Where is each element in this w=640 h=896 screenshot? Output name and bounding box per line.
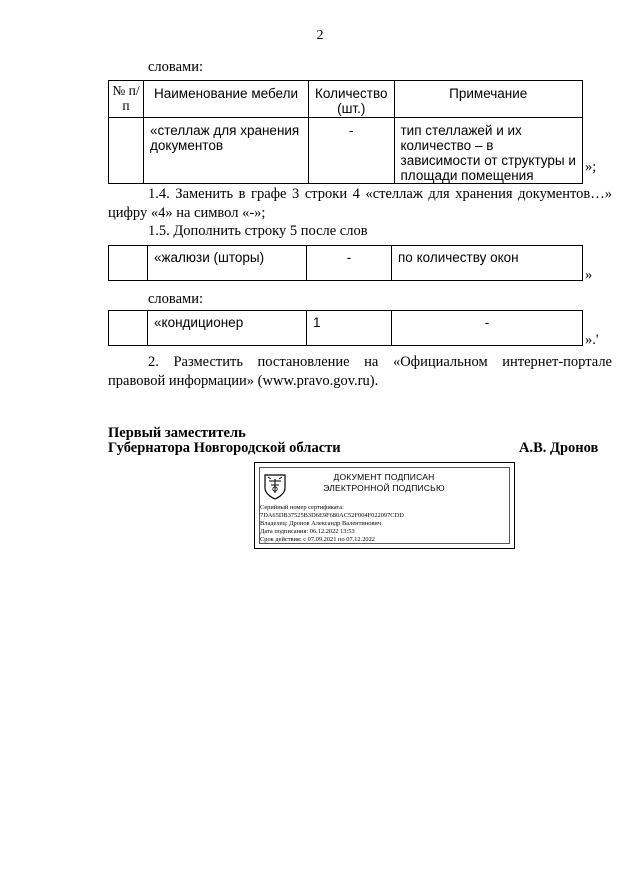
- electronic-signature-stamp: [254, 462, 515, 549]
- stamp-title-line-2: ЭЛЕКТРОННОЙ ПОДПИСЬЮ: [323, 483, 445, 493]
- stamp-title-line-1: ДОКУМЕНТ ПОДПИСАН: [333, 472, 435, 482]
- stamp-validity: Срок действия: с 07.09.2021 по 07.12.2022: [260, 536, 376, 543]
- header-qty: Количество (шт.): [309, 81, 395, 118]
- table-row: [109, 118, 583, 184]
- table-header-row: [109, 81, 583, 118]
- cell-note: -: [392, 311, 583, 346]
- header-name: Наименование мебели: [144, 81, 309, 118]
- signer-position-line-1: Первый заместитель: [108, 425, 246, 441]
- stamp-sign-date: Дата подписания: 06.12.2022 13:53: [260, 528, 355, 535]
- cell-note: по количеству окон: [392, 246, 583, 281]
- cell-num: [109, 118, 144, 184]
- paragraph-1-4: 1.4. Заменить в графе 3 строки 4 «стеллаж для хранения документов…» цифру «4» на символ «-»;: [108, 186, 612, 221]
- table-row: [109, 246, 583, 281]
- stamp-cert-number: 7DA65DB37525B3D6E9F680AC52F004F022097CDD: [260, 512, 404, 519]
- coat-of-arms-icon: [263, 473, 287, 501]
- slovami-label-2: словами:: [148, 291, 203, 307]
- header-num: № п/п: [109, 81, 144, 118]
- page-number: 2: [316, 28, 324, 43]
- furniture-table-2: [108, 245, 583, 281]
- cell-qty: 1: [307, 311, 392, 346]
- paragraph-1-5: 1.5. Дополнить строку 5 после слов: [148, 223, 368, 239]
- furniture-table-3: [108, 310, 583, 346]
- signer-name: А.В. Дронов: [519, 440, 599, 456]
- cell-num: [109, 246, 148, 281]
- table-row: [109, 311, 583, 346]
- header-note: Примечание: [394, 81, 583, 118]
- cell-name: «кондиционер: [148, 311, 307, 346]
- table2-closing-quote: »: [585, 267, 593, 283]
- furniture-table-1: [108, 80, 583, 184]
- cell-note: тип стеллажей и их количество – в зависимости от структуры и площади помещения: [394, 118, 583, 184]
- slovami-label-1: словами:: [148, 59, 203, 75]
- stamp-owner: Владелец: Дронов Александр Валентинович: [260, 520, 382, 527]
- cell-qty: -: [309, 118, 395, 184]
- cell-name: «стеллаж для хранения документов: [144, 118, 309, 184]
- paragraph-2: 2. Разместить постановление на «Официальном интернет-портале правовой информации» (www.pravo.gov.ru).: [108, 354, 612, 389]
- cell-name: «жалюзи (шторы): [148, 246, 307, 281]
- stamp-cert-label: Серийный номер сертификата:: [260, 504, 344, 511]
- cell-num: [109, 311, 148, 346]
- table3-closing-quote: ».': [585, 332, 599, 348]
- table1-closing-quote: »;: [585, 159, 597, 175]
- signer-position-line-2: Губернатора Новгородской области: [108, 440, 341, 456]
- cell-qty: -: [307, 246, 392, 281]
